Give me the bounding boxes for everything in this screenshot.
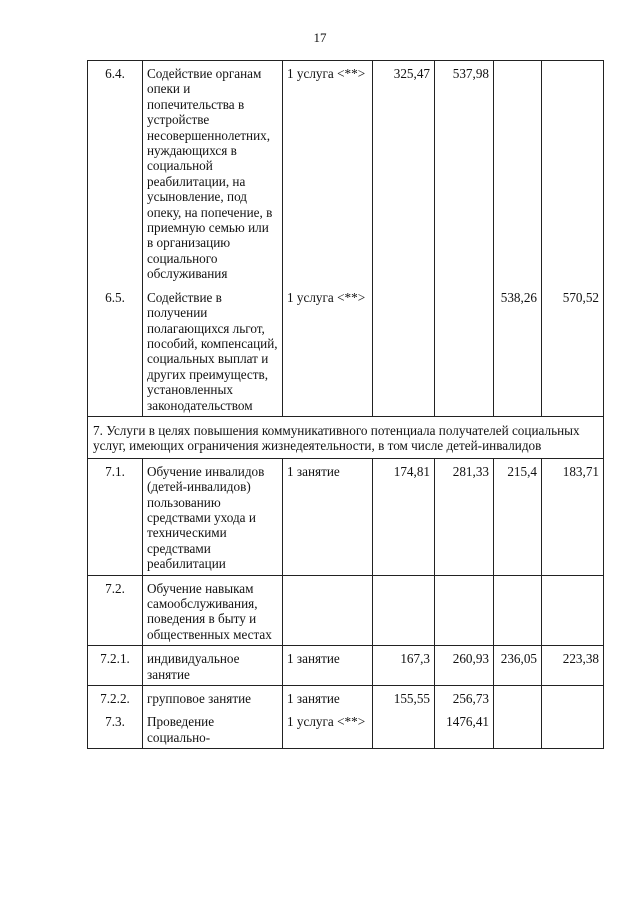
row-value-3 <box>494 686 542 710</box>
row-service-name: групповое занятие <box>143 686 283 710</box>
row-value-1 <box>373 285 435 417</box>
table-row <box>88 61 604 285</box>
row-value-3 <box>494 709 542 748</box>
row-code: 6.4. <box>88 61 143 285</box>
row-service-name: Обучение навыкам самообслуживания, поведения в быту и общественных местах <box>143 575 283 646</box>
row-unit: 1 занятие <box>283 458 373 575</box>
row-code: 6.5. <box>88 285 143 417</box>
row-value-3: 236,05 <box>494 646 542 686</box>
section-row <box>88 416 604 458</box>
row-value-2: 281,33 <box>435 458 494 575</box>
table-row <box>88 575 604 646</box>
table-row <box>88 646 604 686</box>
row-value-4 <box>542 61 604 285</box>
row-unit: 1 занятие <box>283 686 373 710</box>
tariff-table <box>87 60 604 749</box>
row-unit <box>283 575 373 646</box>
row-value-3 <box>494 61 542 285</box>
row-value-4: 570,52 <box>542 285 604 417</box>
row-value-4 <box>542 709 604 748</box>
row-code: 7.2.2. <box>88 686 143 710</box>
row-value-2: 537,98 <box>435 61 494 285</box>
page-number: 17 <box>313 30 327 45</box>
row-value-4 <box>542 575 604 646</box>
table-row <box>88 285 604 417</box>
row-value-4: 183,71 <box>542 458 604 575</box>
row-unit: 1 услуга <**> <box>283 709 373 748</box>
row-value-3: 538,26 <box>494 285 542 417</box>
table-row <box>88 709 604 748</box>
row-value-1: 167,3 <box>373 646 435 686</box>
row-value-3 <box>494 575 542 646</box>
row-value-2: 256,73 <box>435 686 494 710</box>
row-service-name: Проведение социально- <box>143 709 283 748</box>
row-code: 7.2. <box>88 575 143 646</box>
row-service-name: Содействие органам опеки и попечительства в устройстве несовершеннолетних, нуждающихся в социальной реабилитации, на усыновление, под опеку, на попечение, в приемную семью или в организацию социального обслуживания <box>143 61 283 285</box>
section-heading: 7. Услуги в целях повышения коммуникативного потенциала получателей социальных услуг, имеющих ограничения жизнедеятельности, в том числе детей-инвалидов <box>88 416 604 458</box>
row-value-4: 223,38 <box>542 646 604 686</box>
row-service-name: Содействие в получении полагающихся льгот, пособий, компенсаций, социальных выплат и других преимуществ, установленных законодательством <box>143 285 283 417</box>
table-row <box>88 458 604 575</box>
row-unit: 1 занятие <box>283 646 373 686</box>
row-service-name: Обучение инвалидов (детей-инвалидов) пользованию средствами ухода и техническими средствами реабилитации <box>143 458 283 575</box>
row-value-1: 155,55 <box>373 686 435 710</box>
row-unit: 1 услуга <**> <box>283 285 373 417</box>
row-value-2: 1476,41 <box>435 709 494 748</box>
row-value-4 <box>542 686 604 710</box>
row-code: 7.2.1. <box>88 646 143 686</box>
table-row <box>88 686 604 710</box>
row-value-1 <box>373 709 435 748</box>
row-value-2: 260,93 <box>435 646 494 686</box>
row-unit: 1 услуга <**> <box>283 61 373 285</box>
row-service-name: индивидуальное занятие <box>143 646 283 686</box>
row-value-1: 174,81 <box>373 458 435 575</box>
row-value-1: 325,47 <box>373 61 435 285</box>
row-value-2 <box>435 285 494 417</box>
row-code: 7.3. <box>88 709 143 748</box>
row-code: 7.1. <box>88 458 143 575</box>
row-value-1 <box>373 575 435 646</box>
row-value-2 <box>435 575 494 646</box>
row-value-3: 215,4 <box>494 458 542 575</box>
